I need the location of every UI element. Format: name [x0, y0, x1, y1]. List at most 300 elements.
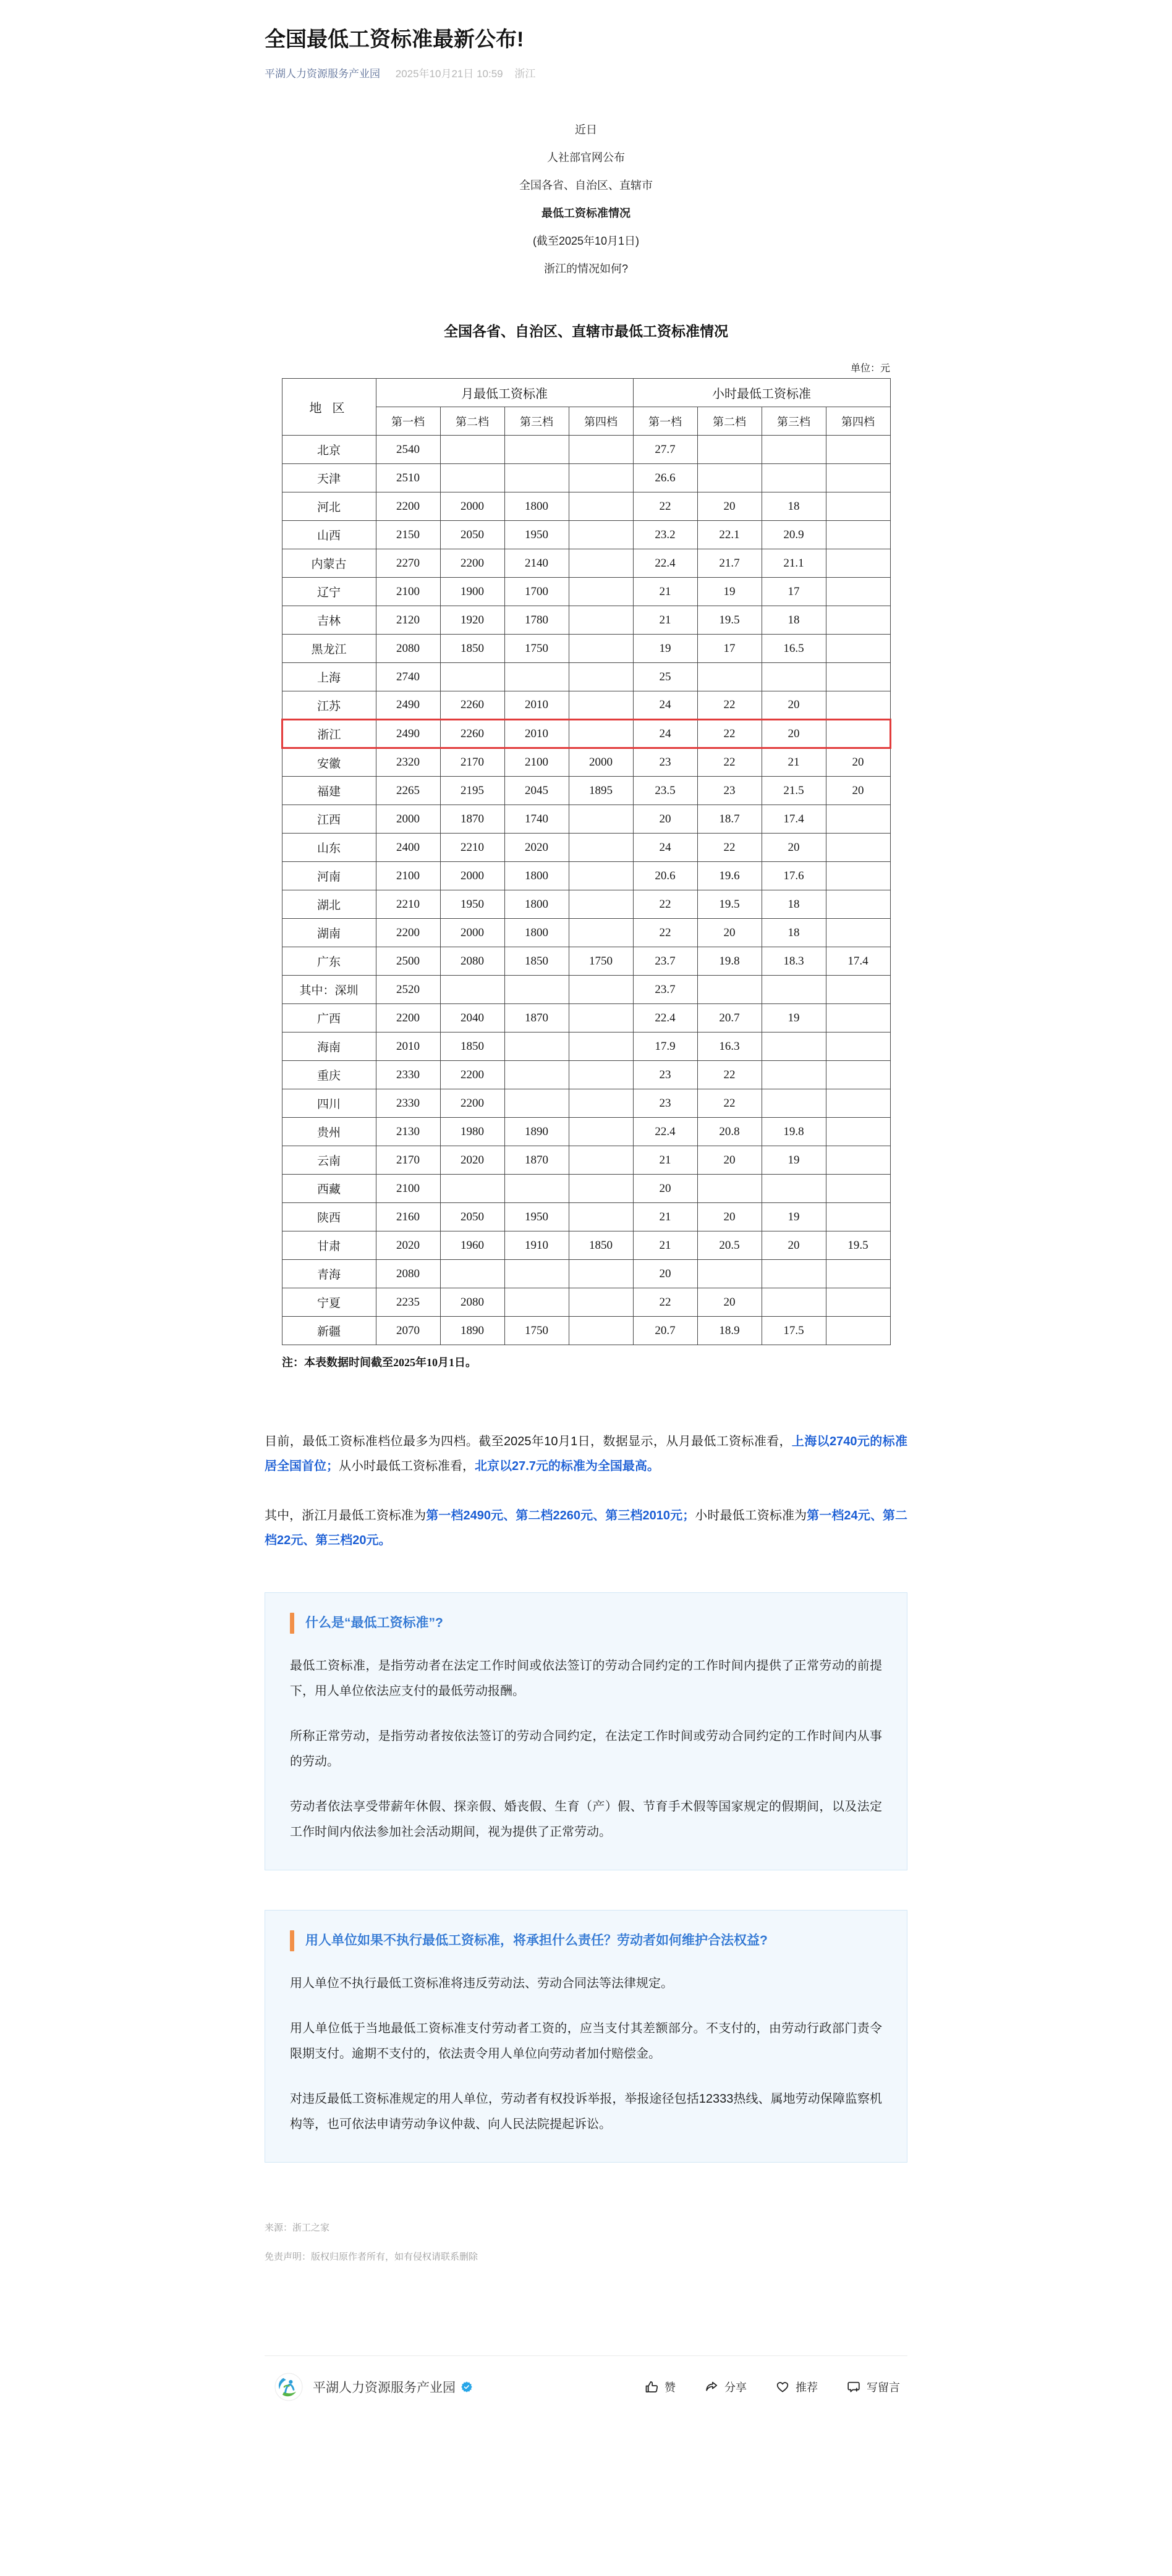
value-cell: 2010	[504, 720, 569, 748]
value-cell	[762, 1260, 826, 1288]
value-cell	[569, 720, 633, 748]
region-cell: 福建	[282, 777, 376, 805]
value-cell: 1960	[440, 1231, 504, 1260]
value-cell: 19	[762, 1004, 826, 1033]
value-cell: 21.1	[762, 549, 826, 578]
value-cell	[826, 1317, 890, 1345]
value-cell: 2195	[440, 777, 504, 805]
value-cell: 2510	[376, 464, 440, 492]
value-cell: 18	[762, 606, 826, 635]
value-cell	[762, 464, 826, 492]
value-cell: 20.7	[697, 1004, 762, 1033]
value-cell: 2520	[376, 976, 440, 1004]
value-cell: 20.6	[633, 862, 697, 890]
value-cell: 2080	[440, 1288, 504, 1317]
value-cell: 21	[633, 1203, 697, 1231]
value-cell: 2170	[376, 1146, 440, 1175]
value-cell	[440, 663, 504, 691]
region-cell: 重庆	[282, 1061, 376, 1089]
value-cell: 23.2	[633, 521, 697, 549]
value-cell: 2120	[376, 606, 440, 635]
value-cell	[569, 1033, 633, 1061]
value-cell: 1800	[504, 492, 569, 521]
account-name[interactable]: 平湖人力资源服务产业园	[313, 2381, 456, 2395]
value-cell: 20	[697, 919, 762, 947]
value-cell: 1740	[504, 805, 569, 834]
value-cell: 24	[633, 834, 697, 862]
table-row	[282, 1231, 890, 1260]
value-cell: 2200	[376, 492, 440, 521]
value-cell	[826, 663, 890, 691]
value-cell	[826, 720, 890, 748]
publish-location: 浙江	[514, 68, 536, 80]
header-region: 地 区	[282, 379, 376, 436]
value-cell	[569, 1089, 633, 1118]
author-link[interactable]: 平湖人力资源服务产业园	[265, 68, 380, 80]
highlighted-text: 第一档24元、第二档22元、第三档20元。	[265, 1509, 908, 1547]
value-cell: 21	[633, 1146, 697, 1175]
value-cell: 2020	[440, 1146, 504, 1175]
info-box-paragraph: 最低工资标准，是指劳动者在法定工作时间或依法签订的劳动合同约定的工作时间内提供了正常劳动的前提下，用人单位依法应支付的最低劳动报酬。	[290, 1659, 882, 1698]
table-row	[282, 464, 890, 492]
value-cell	[569, 1260, 633, 1288]
body-text: 从小时最低工资标准看，	[339, 1459, 475, 1473]
region-cell: 西藏	[282, 1175, 376, 1203]
heading-bar	[290, 1613, 294, 1634]
value-cell	[569, 521, 633, 549]
value-cell: 2100	[376, 862, 440, 890]
value-cell: 2010	[504, 691, 569, 720]
value-cell	[504, 976, 569, 1004]
value-cell: 2235	[376, 1288, 440, 1317]
value-cell: 1950	[504, 521, 569, 549]
info-box-paragraph: 所称正常劳动，是指劳动者按依法签订的劳动合同约定，在法定工作时间或劳动合同约定的工作时间内从事的劳动。	[290, 1729, 882, 1768]
value-cell: 21	[633, 578, 697, 606]
value-cell: 2490	[376, 691, 440, 720]
table-title: 全国各省、自治区、直辖市最低工资标准情况	[444, 323, 728, 339]
table-row	[282, 834, 890, 862]
body-text: 目前，最低工资标准档位最多为四档。截至2025年10月1日，数据显示，从月最低工资标准看，	[265, 1435, 792, 1448]
value-cell: 18	[762, 492, 826, 521]
heart-icon	[775, 2380, 790, 2394]
body-text: 小时最低工资标准为	[695, 1509, 807, 1522]
region-cell: 贵州	[282, 1118, 376, 1146]
table-row	[282, 549, 890, 578]
value-cell: 19	[633, 635, 697, 663]
value-cell	[697, 976, 762, 1004]
value-cell	[569, 691, 633, 720]
value-cell: 2045	[504, 777, 569, 805]
value-cell	[826, 1175, 890, 1203]
value-cell: 1900	[440, 578, 504, 606]
header-tier: 第三档	[504, 407, 569, 436]
value-cell: 1850	[569, 1231, 633, 1260]
summary-paragraph	[265, 1503, 907, 1553]
table-row	[282, 663, 890, 691]
region-cell: 浙江	[282, 720, 376, 748]
value-cell	[826, 1033, 890, 1061]
value-cell	[569, 663, 633, 691]
value-cell	[826, 635, 890, 663]
value-cell	[504, 1089, 569, 1118]
value-cell: 19.6	[697, 862, 762, 890]
value-cell	[697, 1175, 762, 1203]
table-row	[282, 862, 890, 890]
value-cell	[569, 862, 633, 890]
region-cell: 四川	[282, 1089, 376, 1118]
highlighted-text: 北京以27.7元的标准为全国最高。	[475, 1459, 660, 1473]
value-cell: 20.7	[633, 1317, 697, 1345]
intro-line: 近日	[575, 124, 597, 136]
action-赞[interactable]	[644, 2379, 676, 2395]
value-cell	[569, 1203, 633, 1231]
value-cell: 22	[697, 1061, 762, 1089]
value-cell: 2740	[376, 663, 440, 691]
value-cell: 17	[762, 578, 826, 606]
value-cell: 19.8	[762, 1118, 826, 1146]
wage-table-body	[282, 436, 890, 1345]
value-cell: 2210	[440, 834, 504, 862]
table-row	[282, 976, 890, 1004]
action-label: 分享	[724, 2381, 747, 2394]
intro-block	[265, 116, 907, 283]
value-cell	[826, 1089, 890, 1118]
info-box-heading-text: 用人单位如果不执行最低工资标准，将承担什么责任？劳动者如何维护合法权益?	[305, 1933, 768, 1948]
value-cell: 1910	[504, 1231, 569, 1260]
value-cell: 1800	[504, 919, 569, 947]
highlighted-text: 上海以2740元的标准居全国首位；	[265, 1435, 907, 1473]
value-cell: 20	[762, 691, 826, 720]
value-cell: 20	[762, 834, 826, 862]
value-cell: 22.4	[633, 1118, 697, 1146]
value-cell: 20.9	[762, 521, 826, 549]
summary-paragraph	[265, 1429, 907, 1479]
value-cell	[569, 635, 633, 663]
info-box-paragraph: 用人单位低于当地最低工资标准支付劳动者工资的，应当支付其差额部分。不支付的，由劳动行政部门责令限期支付。逾期不支付的，依法责令用人单位向劳动者加付赔偿金。	[290, 2022, 882, 2061]
table-row	[282, 1089, 890, 1118]
value-cell: 2100	[376, 1175, 440, 1203]
value-cell: 2320	[376, 748, 440, 777]
info-boxes	[265, 1592, 907, 2163]
value-cell: 18.3	[762, 947, 826, 976]
value-cell	[826, 1061, 890, 1089]
value-cell: 2100	[376, 578, 440, 606]
value-cell: 21.5	[762, 777, 826, 805]
intro-line: 浙江的情况如何?	[543, 263, 628, 275]
value-cell: 16.5	[762, 635, 826, 663]
header-tier: 第一档	[376, 407, 440, 436]
info-box	[265, 1910, 907, 2163]
header-monthly-group: 月最低工资标准	[376, 379, 633, 407]
value-cell: 18	[762, 890, 826, 919]
info-box	[265, 1592, 907, 1870]
intro-line: (截至2025年10月1日)	[532, 235, 640, 247]
value-cell: 2130	[376, 1118, 440, 1146]
footer-bar	[265, 2370, 907, 2404]
info-box-heading	[290, 1930, 882, 1951]
footer-actions	[616, 2379, 900, 2395]
value-cell: 17.4	[762, 805, 826, 834]
table-row	[282, 436, 890, 464]
value-cell: 2080	[440, 947, 504, 976]
action-推荐[interactable]	[775, 2379, 818, 2395]
value-cell: 22	[633, 890, 697, 919]
value-cell: 17.9	[633, 1033, 697, 1061]
value-cell: 2070	[376, 1317, 440, 1345]
value-cell	[826, 1146, 890, 1175]
value-cell: 2260	[440, 720, 504, 748]
value-cell: 20	[697, 492, 762, 521]
header-hourly-group: 小时最低工资标准	[633, 379, 890, 407]
value-cell: 20	[697, 1288, 762, 1317]
table-row	[282, 947, 890, 976]
value-cell	[440, 1175, 504, 1203]
share-icon	[704, 2380, 719, 2394]
region-cell: 辽宁	[282, 578, 376, 606]
value-cell	[569, 1061, 633, 1089]
page-title: 全国最低工资标准最新公布!	[265, 28, 524, 51]
value-cell: 26.6	[633, 464, 697, 492]
value-cell: 27.7	[633, 436, 697, 464]
table-row	[282, 1288, 890, 1317]
table-row	[282, 578, 890, 606]
value-cell: 2490	[376, 720, 440, 748]
value-cell	[826, 834, 890, 862]
value-cell: 19.5	[697, 890, 762, 919]
value-cell: 1980	[440, 1118, 504, 1146]
value-cell	[569, 834, 633, 862]
account-info[interactable]	[274, 2373, 473, 2401]
value-cell: 2010	[376, 1033, 440, 1061]
action-label: 赞	[665, 2381, 676, 2394]
value-cell: 21	[633, 1231, 697, 1260]
value-cell: 23	[633, 748, 697, 777]
action-分享[interactable]	[704, 2379, 747, 2395]
value-cell: 19.5	[826, 1231, 890, 1260]
value-cell: 22.4	[633, 549, 697, 578]
value-cell: 23	[633, 1089, 697, 1118]
region-cell: 其中：深圳	[282, 976, 376, 1004]
table-unit-label: 单位：元	[850, 363, 890, 374]
value-cell: 23.5	[633, 777, 697, 805]
value-cell	[569, 578, 633, 606]
value-cell: 18	[762, 919, 826, 947]
value-cell	[504, 464, 569, 492]
value-cell	[697, 464, 762, 492]
value-cell	[697, 663, 762, 691]
table-row	[282, 1004, 890, 1033]
region-cell: 黑龙江	[282, 635, 376, 663]
region-cell: 内蒙古	[282, 549, 376, 578]
value-cell: 2210	[376, 890, 440, 919]
value-cell: 22	[697, 691, 762, 720]
disclaimer-line: 免责声明：版权归原作者所有，如有侵权请联系删除	[265, 2252, 478, 2262]
table-row	[282, 748, 890, 777]
value-cell	[826, 1004, 890, 1033]
value-cell: 24	[633, 720, 697, 748]
value-cell: 1750	[504, 1317, 569, 1345]
table-row	[282, 805, 890, 834]
value-cell: 2200	[376, 1004, 440, 1033]
value-cell	[569, 1004, 633, 1033]
value-cell	[762, 663, 826, 691]
value-cell: 19.5	[697, 606, 762, 635]
region-cell: 山西	[282, 521, 376, 549]
info-box-heading-text: 什么是“最低工资标准”?	[305, 1616, 443, 1630]
value-cell: 21.7	[697, 549, 762, 578]
table-row	[282, 635, 890, 663]
value-cell	[762, 1061, 826, 1089]
value-cell: 2100	[504, 748, 569, 777]
value-cell: 18.9	[697, 1317, 762, 1345]
wage-table	[281, 378, 891, 1345]
value-cell	[826, 1288, 890, 1317]
value-cell	[826, 890, 890, 919]
value-cell: 1870	[504, 1146, 569, 1175]
value-cell: 20	[826, 748, 890, 777]
value-cell: 20	[633, 1260, 697, 1288]
value-cell: 1850	[440, 635, 504, 663]
value-cell: 20	[697, 1146, 762, 1175]
value-cell: 1700	[504, 578, 569, 606]
value-cell: 20	[762, 720, 826, 748]
highlighted-text: 第一档2490元、第二档2260元、第三档2010元；	[426, 1509, 695, 1522]
value-cell: 1870	[440, 805, 504, 834]
value-cell: 22	[697, 720, 762, 748]
value-cell	[826, 1260, 890, 1288]
value-cell: 19	[762, 1146, 826, 1175]
table-row	[282, 1317, 890, 1345]
action-label: 推荐	[796, 2381, 818, 2394]
value-cell	[440, 1260, 504, 1288]
value-cell	[569, 976, 633, 1004]
value-cell: 2000	[440, 862, 504, 890]
value-cell: 20.5	[697, 1231, 762, 1260]
region-cell: 宁夏	[282, 1288, 376, 1317]
region-cell: 海南	[282, 1033, 376, 1061]
region-cell: 江苏	[282, 691, 376, 720]
value-cell: 22	[633, 1288, 697, 1317]
byline	[265, 67, 907, 82]
table-row	[282, 919, 890, 947]
value-cell: 2080	[376, 1260, 440, 1288]
info-box-paragraph: 对违反最低工资标准规定的用人单位，劳动者有权投诉举报，举报途径包括12333热线、属地劳动保障监察机构等，也可依法申请劳动争议仲裁、向人民法院提起诉讼。	[290, 2092, 882, 2131]
region-cell: 湖南	[282, 919, 376, 947]
value-cell: 2160	[376, 1203, 440, 1231]
region-cell: 青海	[282, 1260, 376, 1288]
value-cell: 22.4	[633, 1004, 697, 1033]
table-row	[282, 1175, 890, 1203]
value-cell: 2200	[376, 919, 440, 947]
table-row	[282, 521, 890, 549]
header-tier: 第一档	[633, 407, 697, 436]
table-note: 注：本表数据时间截至2025年10月1日。	[282, 1356, 477, 1369]
value-cell: 1750	[504, 635, 569, 663]
table-row	[282, 691, 890, 720]
value-cell	[826, 436, 890, 464]
region-cell: 广东	[282, 947, 376, 976]
table-row	[282, 606, 890, 635]
value-cell	[762, 1288, 826, 1317]
publish-date: 2025年10月21日 10:59	[395, 68, 503, 80]
value-cell	[826, 976, 890, 1004]
value-cell	[569, 492, 633, 521]
value-cell: 22	[697, 1089, 762, 1118]
value-cell: 22.1	[697, 521, 762, 549]
value-cell	[826, 464, 890, 492]
header-tier: 第二档	[440, 407, 504, 436]
value-cell	[826, 578, 890, 606]
value-cell: 22	[633, 492, 697, 521]
value-cell: 23	[697, 777, 762, 805]
value-cell: 2200	[440, 549, 504, 578]
value-cell	[826, 1203, 890, 1231]
value-cell	[569, 464, 633, 492]
value-cell: 2540	[376, 436, 440, 464]
value-cell	[504, 1033, 569, 1061]
value-cell	[762, 1033, 826, 1061]
intro-line: 最低工资标准情况	[541, 207, 631, 219]
value-cell: 2330	[376, 1061, 440, 1089]
value-cell	[826, 549, 890, 578]
value-cell: 23.7	[633, 976, 697, 1004]
value-cell	[440, 436, 504, 464]
verified-badge-icon	[461, 2381, 473, 2393]
action-写留言[interactable]	[846, 2379, 900, 2395]
value-cell	[569, 549, 633, 578]
comment-icon	[846, 2380, 861, 2394]
header-tier: 第二档	[697, 407, 762, 436]
footer-divider	[265, 2355, 907, 2356]
value-cell	[504, 1175, 569, 1203]
region-cell: 江西	[282, 805, 376, 834]
value-cell	[826, 691, 890, 720]
region-cell: 湖北	[282, 890, 376, 919]
value-cell	[826, 919, 890, 947]
value-cell: 17.4	[826, 947, 890, 976]
value-cell: 2170	[440, 748, 504, 777]
region-cell: 北京	[282, 436, 376, 464]
value-cell	[569, 436, 633, 464]
value-cell	[569, 1317, 633, 1345]
region-cell: 甘肃	[282, 1231, 376, 1260]
value-cell: 18.7	[697, 805, 762, 834]
value-cell: 1895	[569, 777, 633, 805]
value-cell: 2000	[440, 492, 504, 521]
value-cell	[504, 1061, 569, 1089]
value-cell: 2020	[504, 834, 569, 862]
value-cell: 21	[633, 606, 697, 635]
value-cell: 21	[762, 748, 826, 777]
region-cell: 山东	[282, 834, 376, 862]
value-cell: 20	[633, 805, 697, 834]
value-cell: 2270	[376, 549, 440, 578]
table-row	[282, 1146, 890, 1175]
region-cell: 广西	[282, 1004, 376, 1033]
region-cell: 安徽	[282, 748, 376, 777]
value-cell	[826, 805, 890, 834]
value-cell: 17	[697, 635, 762, 663]
value-cell	[569, 1175, 633, 1203]
thumb-up-icon	[644, 2380, 659, 2394]
value-cell: 20	[826, 777, 890, 805]
region-cell: 吉林	[282, 606, 376, 635]
value-cell	[504, 436, 569, 464]
value-cell: 23	[633, 1061, 697, 1089]
summary-paragraphs	[265, 1429, 907, 1553]
value-cell	[697, 436, 762, 464]
value-cell	[569, 606, 633, 635]
